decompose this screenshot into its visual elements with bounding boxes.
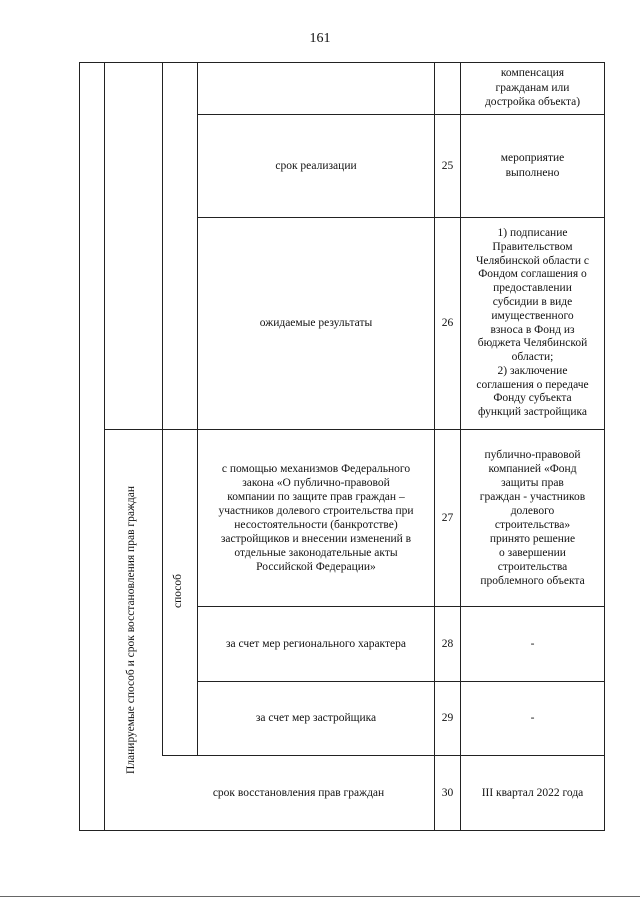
column-divider bbox=[162, 62, 163, 755]
table-border-bottom bbox=[79, 830, 605, 831]
table-row bbox=[461, 62, 604, 114]
number-text: 25 bbox=[441, 159, 454, 172]
number-cell bbox=[435, 218, 460, 429]
value-text: мероприятие выполнено bbox=[500, 152, 565, 179]
number-text: 26 bbox=[441, 317, 454, 330]
table-border-left bbox=[79, 62, 80, 830]
value-text: III квартал 2022 года bbox=[481, 786, 584, 799]
label-text: ожидаемые результаты bbox=[259, 317, 373, 330]
rotated-label-outer: Планируемые способ и срок восстановления прав граждан bbox=[125, 485, 137, 775]
number-cell bbox=[435, 756, 460, 830]
value-cell bbox=[461, 430, 604, 606]
value-cell bbox=[461, 756, 604, 830]
label-text: срок восстановления прав граждан bbox=[212, 786, 385, 799]
label-text: за счет мер регионального характера bbox=[226, 637, 406, 650]
value-cell bbox=[461, 607, 604, 681]
label-text: с помощью механизмов Федерального закона «О публично-правовой компании по защите прав граждан – участников долевого строительства при несостоятельности (банкротстве) застройщиков и внесении изменений в отдельные законодательные акты Российской Федерации» bbox=[218, 462, 414, 574]
value-text: 1) подписание Правительством Челябинской области с Фондом соглашения о предоставлении субсидии в виде имущественного взноса в Фонд из бюджета Челябинской области; 2) заключение соглашения о передаче Фонду субъекта функций застройщика bbox=[475, 226, 590, 419]
number-text: 29 bbox=[441, 712, 454, 725]
value-text: публично-правовой компанией «Фонд защиты прав граждан - участников долевого строительства» принято решение о завершении строительства проблемного объекта bbox=[479, 448, 586, 588]
page-number: 161 bbox=[309, 31, 331, 46]
value-cell: компенсация гражданам или достройка объекта) bbox=[484, 66, 581, 109]
rotated-label-method: способ bbox=[172, 574, 184, 609]
value-cell bbox=[461, 115, 604, 217]
number-cell bbox=[435, 115, 460, 217]
value-text: - bbox=[530, 712, 535, 725]
table-border-right bbox=[604, 62, 605, 830]
label-cell bbox=[198, 682, 434, 755]
value-text: - bbox=[530, 637, 535, 650]
label-cell bbox=[198, 430, 434, 606]
column-divider bbox=[104, 62, 105, 830]
label-cell bbox=[198, 115, 434, 217]
number-cell bbox=[435, 682, 460, 755]
number-cell bbox=[435, 607, 460, 681]
page-bottom-rule bbox=[0, 896, 640, 897]
label-text: за счет мер застройщика bbox=[255, 712, 377, 725]
label-text: срок реализации bbox=[275, 159, 357, 172]
label-cell bbox=[198, 607, 434, 681]
number-text: 27 bbox=[441, 511, 454, 524]
value-cell bbox=[461, 218, 604, 429]
label-cell bbox=[198, 218, 434, 429]
number-text: 30 bbox=[441, 786, 454, 799]
value-cell bbox=[461, 682, 604, 755]
label-cell bbox=[163, 756, 434, 830]
number-text: 28 bbox=[441, 637, 454, 650]
number-cell bbox=[435, 430, 460, 606]
